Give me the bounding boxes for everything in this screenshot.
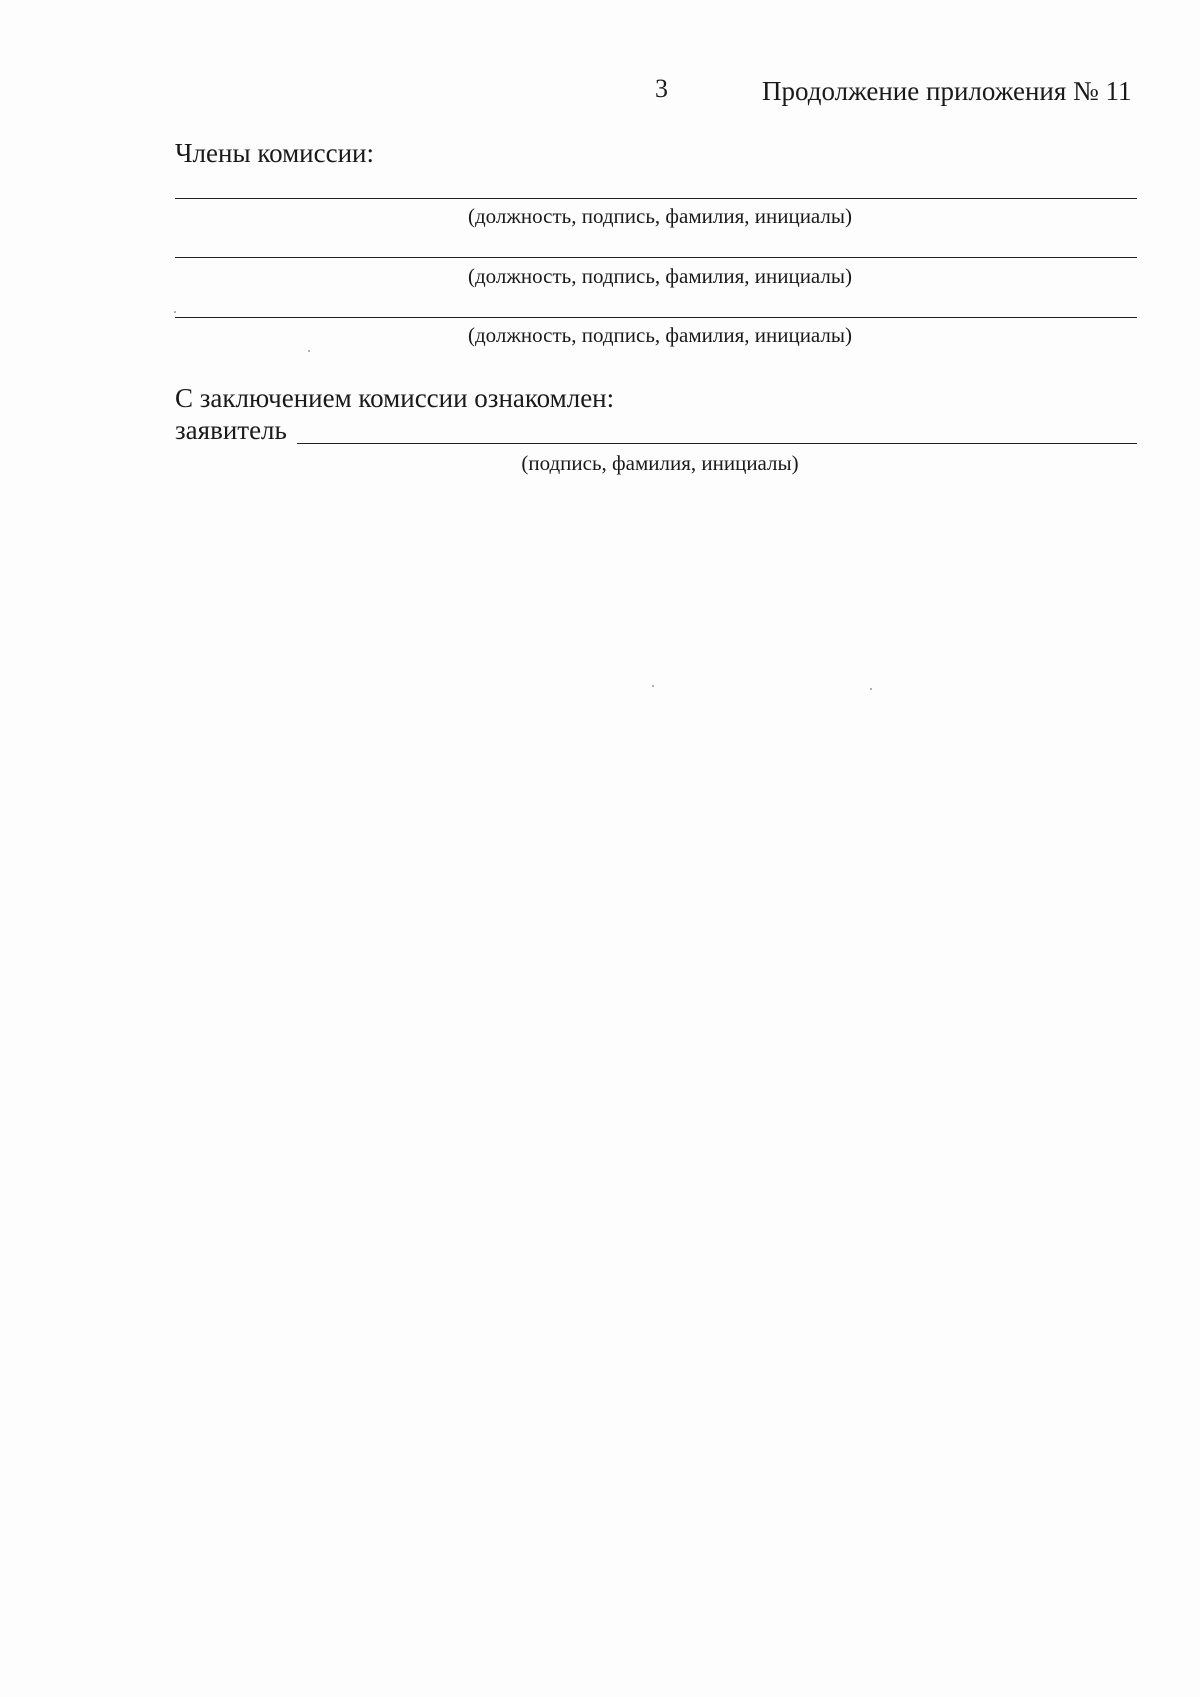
scan-speck: [652, 685, 654, 687]
applicant-signature-line: [297, 443, 1137, 444]
page-number: 3: [655, 74, 668, 103]
applicant-label: заявитель: [175, 415, 287, 445]
acquainted-heading: С заключением комиссии ознакомлен:: [175, 383, 615, 413]
member-signature-line-2: [175, 257, 1137, 258]
member-signature-caption-1: (должность, подпись, фамилия, инициалы): [467, 204, 853, 228]
scan-speck: [870, 688, 872, 690]
appendix-label: Продолжение приложения № 11: [762, 76, 1132, 106]
member-signature-caption-2: (должность, подпись, фамилия, инициалы): [467, 264, 853, 288]
applicant-signature-caption: (подпись, фамилия, инициалы): [521, 451, 799, 475]
member-signature-caption-3: (должность, подпись, фамилия, инициалы): [467, 323, 853, 347]
scan-speck: [174, 311, 176, 313]
commission-members-heading: Члены комиссии:: [175, 138, 374, 168]
scan-speck: [308, 350, 310, 352]
member-signature-line-3: [175, 317, 1137, 318]
member-signature-line-1: [175, 198, 1137, 199]
